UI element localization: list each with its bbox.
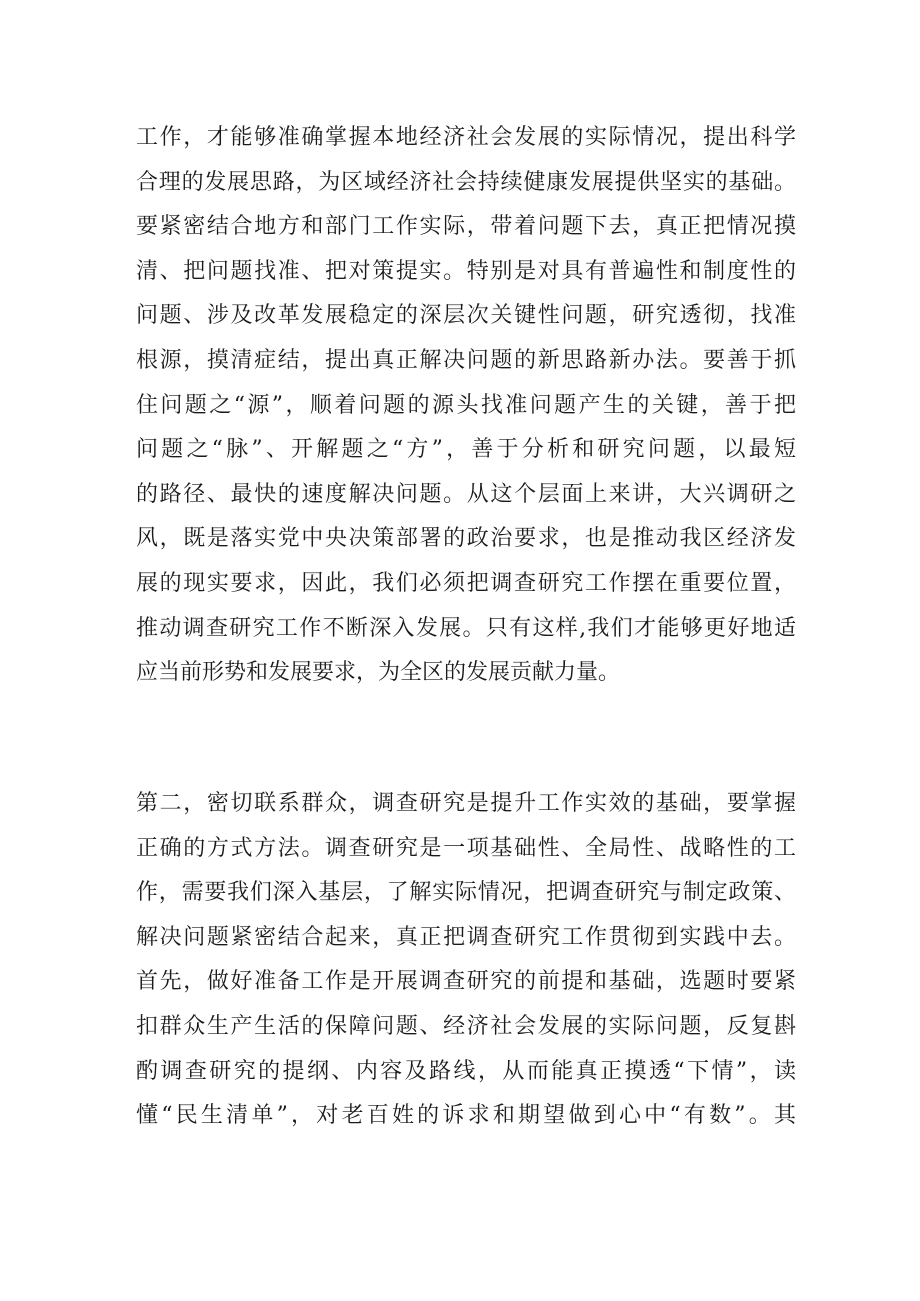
text-line: 首先，做好准备工作是开展调查研究的前提和基础，选题时要紧: [136, 969, 796, 995]
text-line: 推动调查研究工作不断深入发展。只有这样,我们才能够更好地适: [136, 615, 796, 641]
paragraph-1: [136, 116, 796, 696]
text-line: 清、把问题找准、把对策提实。特别是对具有普遍性和制度性的: [136, 258, 796, 284]
text-line: 第二，密切联系群众，调查研究是提升工作实效的基础，要掌握: [136, 791, 796, 816]
text-line: 要紧密结合地方和部门工作实际，带着问题下去，真正把情况摸: [136, 214, 796, 240]
text-line: 根源，摸清症结，提出真正解决问题的新思路新办法。要善于抓: [136, 347, 796, 373]
text-line: 合理的发展思路，为区域经济社会持续健康发展提供坚实的基础。: [136, 169, 796, 195]
paragraph-2: [136, 782, 796, 1139]
text-line: 展的现实要求，因此，我们必须把调查研究工作摆在重要位置，: [136, 570, 796, 596]
text-line: 解决问题紧密结合起来，真正把调查研究工作贯彻到实践中去。: [136, 924, 796, 950]
text-line: 问题、涉及改革发展稳定的深层次关键性问题，研究透彻，找准: [136, 303, 796, 329]
text-line: 作，需要我们深入基层，了解实际情况，把调查研究与制定政策、: [136, 880, 796, 906]
text-line: 懂“民生清单”，对老百姓的诉求和期望做到心中“有数”。其: [136, 1103, 796, 1129]
text-line: 应当前形势和发展要求，为全区的发展贡献力量。: [136, 660, 621, 686]
text-line: 正确的方式方法。调查研究是一项基础性、全局性、战略性的工: [136, 835, 796, 861]
text-line: 的路径、最快的速度解决问题。从这个层面上来讲，大兴调研之: [136, 481, 796, 507]
text-line: 问题之“脉”、开解题之“方”，善于分析和研究问题，以最短: [136, 437, 796, 463]
text-line: 工作，才能够准确掌握本地经济社会发展的实际情况，提出科学: [136, 125, 796, 150]
text-line: 住问题之“源”，顺着问题的源头找准问题产生的关键，善于把: [136, 392, 796, 418]
text-line: 扣群众生产生活的保障问题、经济社会发展的实际问题，反复斟: [136, 1013, 796, 1039]
text-line: 风，既是落实党中央决策部署的政治要求，也是推动我区经济发: [136, 526, 796, 552]
text-line: 酌调查研究的提纲、内容及路线，从而能真正摸透“下情”，读: [136, 1058, 796, 1084]
